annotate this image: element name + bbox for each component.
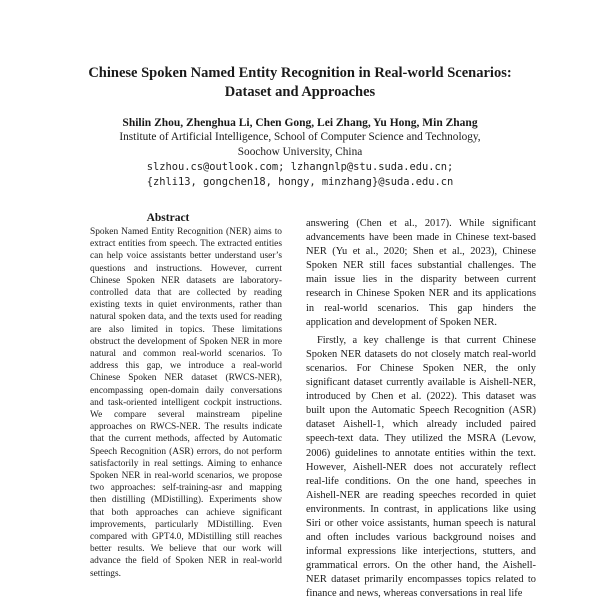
email-line-2: {zhli13, gongchen18, hongy, minzhang}@suda.edu.cn	[146, 176, 454, 188]
email-line-1: slzhou.cs@outlook.com; lzhangnlp@stu.suda.edu.cn;	[146, 161, 454, 173]
body-paragraph-1: answering (Chen et al., 2017). While significant advancements have been made in Chinese text-based NER (Yu et al., 2020; Shen et al., 2023), Chinese Spoken NER still faces substantial challenges. The main issue lies in the disparity between current research in Chinese Spoken NER and its applications in real-world scenarios. This gap hinders the application and development of Spoken NER.	[306, 218, 536, 328]
paper-title	[40, 64, 560, 102]
body-paragraph-2: Firstly, a key challenge is that current Chinese Spoken NER datasets do not closely match real-world scenarios. For Chinese Spoken NER, the only significant dataset currently available is Aishell-NER, introduced by Chen et al. (2022). This dataset was built upon the Automatic Speech Recognition (ASR) dataset Aishell-1, which already included paired speech-text data. They utilized the MSRA (Levow, 2006) guidelines to annotate entities within the text. However, Aishell-NER does not accurately reflect real-life conditions. On the one hand, speeches in Aishell-NER are reading speeches recorded in quiet environments. In contrast, in applications like using Siri or other voice assistants, human speech is natural and often includes various background noises and informal expressions like interjections, stutters, and grammatical errors. On the other hand, the Aishell-NER dataset primarily encompasses topics related to finance and news, whereas conversations in real life	[306, 334, 536, 600]
affiliation-line-1: Institute of Artificial Intelligence, School of Computer Science and Technology,	[119, 131, 481, 143]
author-list: Shilin Zhou, Zhenghua Li, Chen Gong, Lei Zhang, Yu Hong, Min Zhang	[122, 117, 478, 129]
title-line-1: Chinese Spoken Named Entity Recognition in Real-world Scenarios:	[88, 65, 512, 81]
title-line-2: Dataset and Approaches	[224, 84, 376, 100]
abstract-text: Spoken Named Entity Recognition (NER) aims to extract entities from speech. The extracted entities can help voice assistants better understand user’s questions and instructions. However, current Chinese Spoken NER datasets are laboratory-controlled data that are collected by reading existing texts in quiet environments, rather than natural spoken data, and the texts used for reading are also limited in topics. These limitations obstruct the development of Spoken NER in more natural and common real-world scenarios. To address this gap, we introduce a real-world Chinese Spoken NER dataset (RWCS-NER), encompassing open-domain daily conversations and task-oriented intelligent cockpit instructions. We compare several mainstream pipeline approaches on RWCS-NER. The results indicate that the current methods, affected by Automatic Speech Recognition (ASR) errors, do not perform satisfactorily in real settings. Aiming to enhance Spoken NER in real-world scenarios, we propose two approaches: self-training-asr and mapping then distilling (MDistilling). Experiments show that both approaches can achieve significant improvements, particularly MDistilling. Even compared with GPT4.0, MDistilling still reaches better results. We believe that our work will advance the field of Spoken NER in real-world settings.	[90, 227, 282, 579]
affiliation-line-2: Soochow University, China	[237, 146, 363, 158]
body-column-right	[306, 217, 536, 602]
abstract-heading: Abstract	[146, 212, 190, 224]
